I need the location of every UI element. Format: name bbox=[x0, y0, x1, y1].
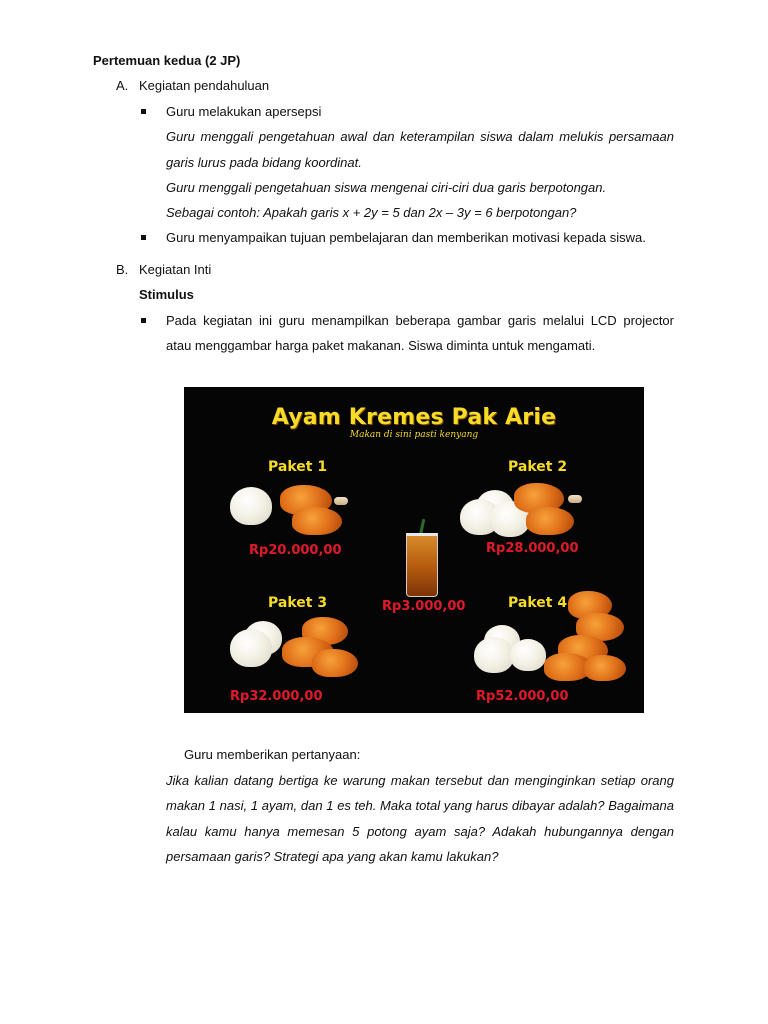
apersepsi-line-1: Guru menggali pengetahuan awal dan keterampilan siswa dalam melukis persamaan bbox=[166, 129, 674, 144]
apersepsi-line-2: garis lurus pada bidang koordinat. bbox=[166, 155, 362, 170]
fried-chicken-icon bbox=[526, 507, 574, 535]
rice-icon bbox=[474, 637, 514, 673]
question-line-3: kalau kamu hanya memesan 5 potong ayam saja? Adakah hubungannya dengan bbox=[166, 824, 674, 839]
question-line-2: makan 1 nasi, 1 ayam, dan 1 es teh. Maka total yang harus dibayar adalah? Bagaimana bbox=[166, 798, 674, 813]
fried-chicken-icon bbox=[292, 507, 342, 535]
fried-chicken-icon bbox=[584, 655, 626, 681]
paket-2-price: Rp28.000,00 bbox=[486, 541, 579, 556]
section-b-marker: B. bbox=[116, 262, 129, 277]
apersepsi-bullet: Guru melakukan apersepsi bbox=[166, 104, 322, 119]
paket-3-label: Paket 3 bbox=[268, 595, 328, 611]
rice-icon bbox=[510, 639, 546, 671]
menu-title: Ayam Kremes Pak Arie bbox=[271, 405, 557, 430]
drink-price: Rp3.000,00 bbox=[382, 599, 466, 614]
stimulus-line-2: atau menggambar harga paket makanan. Siswa diminta untuk mengamati. bbox=[166, 338, 596, 353]
question-intro: Guru memberikan pertanyaan: bbox=[184, 747, 361, 762]
drumstick-bone-icon bbox=[568, 495, 582, 503]
drumstick-bone-icon bbox=[334, 497, 348, 505]
tujuan-bullet: Guru menyampaikan tujuan pembelajaran dan memberikan motivasi kepada siswa. bbox=[166, 230, 646, 245]
rice-icon bbox=[230, 487, 272, 525]
apersepsi-example: Sebagai contoh: Apakah garis x + 2y = 5 dan 2x – 3y = 6 berpotongan? bbox=[166, 205, 577, 220]
rice-icon bbox=[230, 629, 272, 667]
question-line-4: persamaan garis? Strategi apa yang akan kamu lakukan? bbox=[166, 849, 499, 864]
paket-4-label: Paket 4 bbox=[508, 595, 568, 611]
bullet-icon bbox=[141, 318, 146, 323]
bullet-icon bbox=[141, 109, 146, 114]
bullet-icon bbox=[141, 235, 146, 240]
section-a-marker: A. bbox=[116, 78, 129, 93]
paket-2-label: Paket 2 bbox=[508, 459, 568, 475]
menu-subtitle: Makan di sini pasti kenyang bbox=[349, 430, 479, 440]
fried-chicken-icon bbox=[312, 649, 358, 677]
paket-1-price: Rp20.000,00 bbox=[249, 543, 342, 558]
apersepsi-line-3: Guru menggali pengetahuan siswa mengenai ciri-ciri dua garis berpotongan. bbox=[166, 180, 607, 195]
stimulus-heading: Stimulus bbox=[139, 287, 194, 302]
section-b-title: Kegiatan Inti bbox=[139, 262, 212, 277]
section-a-title: Kegiatan pendahuluan bbox=[139, 78, 270, 93]
paket-1-label: Paket 1 bbox=[268, 459, 328, 475]
paket-4-price: Rp52.000,00 bbox=[476, 689, 569, 704]
question-line-1: Jika kalian datang bertiga ke warung makan tersebut dan menginginkan setiap orang bbox=[166, 773, 674, 788]
page-heading: Pertemuan kedua (2 JP) bbox=[93, 53, 241, 68]
iced-tea-icon bbox=[406, 533, 438, 597]
paket-3-price: Rp32.000,00 bbox=[230, 689, 323, 704]
menu-image bbox=[184, 387, 644, 713]
stimulus-line-1: Pada kegiatan ini guru menampilkan beberapa gambar garis melalui LCD projector bbox=[166, 313, 674, 328]
